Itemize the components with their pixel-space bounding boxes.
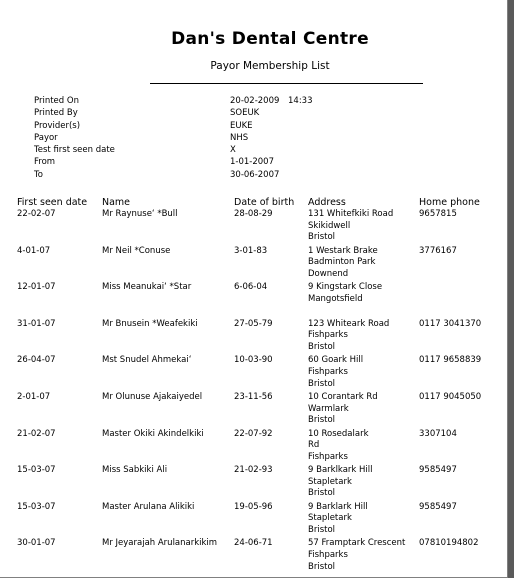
date-of-birth-cell: 19-05-96 (234, 501, 273, 512)
column-header-home-phone: Home phone (419, 197, 480, 208)
address-cell (308, 209, 393, 244)
parameter-label: Payor (34, 132, 58, 143)
patient-name-cell: Miss Meanukaiʻ *Star (102, 282, 192, 293)
first-seen-date-cell: 31-01-07 (17, 318, 56, 329)
table-header (0, 197, 508, 209)
parameter-row (0, 96, 508, 108)
parameter-value: 1-01-2007 (230, 157, 274, 168)
address-cell (308, 246, 378, 281)
table-row (0, 465, 508, 502)
date-of-birth-cell: 21-02-93 (234, 465, 273, 476)
report-title: Dan's Dental Centre (171, 29, 369, 49)
parameter-row (0, 145, 508, 157)
parameter-value: SOEUK (230, 108, 260, 119)
patient-name-cell: Mr Neil *Conuse (102, 245, 171, 256)
home-phone-cell: 3307104 (419, 428, 457, 439)
address-line: Rd (308, 440, 320, 451)
address-line: Bristol (308, 561, 336, 572)
membership-table (0, 209, 508, 575)
parameter-value: X (230, 145, 236, 156)
address-cell (308, 429, 369, 464)
first-seen-date-cell: 12-01-07 (17, 282, 56, 293)
date-of-birth-cell: 3-01-83 (234, 245, 268, 256)
table-row (0, 355, 508, 392)
parameter-label: Test first seen date (34, 145, 115, 156)
address-line: 9 Barklkark Hill (308, 465, 373, 476)
first-seen-date-cell: 2-01-07 (17, 391, 51, 402)
address-cell (308, 538, 405, 573)
parameter-value: 20-02-2009 (230, 96, 280, 106)
column-header-dob: Date of birth (234, 197, 295, 208)
date-of-birth-cell: 24-06-71 (234, 538, 273, 549)
address-cell (308, 502, 368, 537)
address-line: Bristol (308, 415, 336, 426)
column-header-address: Address (308, 197, 346, 208)
date-of-birth-cell: 23-11-56 (234, 391, 273, 402)
patient-name-cell: Mst Snudel Ahmekaiʻ (102, 355, 192, 366)
parameter-label: To (34, 169, 43, 180)
address-line: Downend (308, 268, 349, 279)
address-line: Bristol (308, 524, 336, 535)
home-phone-cell: 9585497 (419, 465, 457, 476)
table-row (0, 538, 508, 575)
address-line: Warmlark (308, 403, 349, 414)
table-row (0, 282, 508, 319)
table-row (0, 392, 508, 429)
home-phone-cell: 0117 9045050 (419, 391, 482, 402)
address-cell (308, 465, 373, 500)
home-phone-cell: 3776167 (419, 245, 457, 256)
address-line: 57 Framptark Crescent (308, 538, 406, 549)
title-divider (150, 83, 423, 84)
address-line: Mangotsfield (308, 293, 363, 304)
first-seen-date-cell: 26-04-07 (17, 355, 56, 366)
address-cell (308, 392, 378, 427)
parameter-label: Provider(s) (34, 120, 81, 131)
parameter-row (0, 157, 508, 169)
date-of-birth-cell: 10-03-90 (234, 355, 273, 366)
date-of-birth-cell: 6-06-04 (234, 282, 268, 293)
first-seen-date-cell: 15-03-07 (17, 465, 56, 476)
address-line: Fishparks (308, 366, 348, 377)
parameter-label: From (34, 157, 56, 168)
report-parameters (0, 96, 508, 182)
date-of-birth-cell: 22-07-92 (234, 428, 273, 439)
address-line: Bristol (308, 341, 336, 352)
address-line: Bristol (308, 488, 336, 499)
patient-name-cell: Master Arulana Alikiki (102, 501, 195, 512)
parameter-row (0, 170, 508, 182)
table-row (0, 319, 508, 356)
address-line: Bristol (308, 232, 336, 243)
first-seen-date-cell: 4-01-07 (17, 245, 51, 256)
report-subtitle: Payor Membership List (210, 60, 330, 72)
patient-name-cell: Mr Raynuseʻ *Bull (102, 209, 178, 219)
home-phone-cell: 9585497 (419, 501, 457, 512)
parameter-row (0, 121, 508, 133)
date-of-birth-cell: 28-08-29 (234, 209, 273, 219)
patient-name-cell: Miss Sabkiki Ali (102, 465, 168, 476)
address-line: 9 Kingstark Close (308, 282, 383, 293)
address-cell (308, 319, 389, 354)
table-row (0, 246, 508, 283)
table-row (0, 209, 508, 246)
patient-name-cell: Mr Jeyarajah Arulanarkikim (102, 538, 218, 549)
table-row (0, 502, 508, 539)
parameter-value: NHS (230, 132, 249, 143)
first-seen-date-cell: 21-02-07 (17, 428, 56, 439)
first-seen-date-cell: 22-02-07 (17, 209, 56, 219)
address-cell (308, 282, 382, 305)
address-line: 10 Corantark Rd (308, 391, 378, 402)
patient-name-cell: Mr Olunuse Ajakaiyedel (102, 391, 203, 402)
home-phone-cell: 0117 3041370 (419, 318, 482, 329)
home-phone-cell: 0117 9658839 (419, 355, 482, 366)
parameter-row (0, 108, 508, 120)
first-seen-date-cell: 30-01-07 (17, 538, 56, 549)
address-line: 1 Westark Brake (308, 245, 378, 256)
address-line: 131 Whitefkiki Road (308, 209, 394, 219)
patient-name-cell: Master Okiki Akindelkiki (102, 428, 204, 439)
address-line: Fishparks (308, 330, 348, 341)
address-line: 10 Rosedalark (308, 428, 369, 439)
address-line: Skikidwell (308, 220, 351, 231)
page-shadow (508, 0, 514, 578)
home-phone-cell: 9657815 (419, 209, 457, 219)
address-line: 9 Barklark Hill (308, 501, 368, 512)
address-line: 123 Whiteark Road (308, 318, 390, 329)
address-line: Bristol (308, 378, 336, 389)
parameter-value: EUKE (230, 120, 253, 131)
address-line: Stapletark (308, 513, 352, 524)
parameter-value: 30-06-2007 (230, 169, 280, 180)
address-line: Fishparks (308, 451, 348, 462)
address-line: 60 Goark Hill (308, 355, 364, 366)
address-line: Stapletark (308, 476, 352, 487)
address-cell (308, 355, 363, 390)
parameter-label: Printed By (34, 108, 78, 119)
patient-name-cell: Mr Bnusein *Weafekiki (102, 318, 198, 329)
column-header-name: Name (102, 197, 131, 208)
home-phone-cell: 07810194802 (419, 538, 479, 549)
column-header-first-seen: First seen date (17, 197, 88, 208)
table-row (0, 429, 508, 466)
date-of-birth-cell: 27-05-79 (234, 318, 273, 329)
address-line: Badminton Park (308, 257, 376, 268)
parameter-row (0, 133, 508, 145)
address-line: Fishparks (308, 549, 348, 560)
parameter-time: 14:33 (288, 96, 313, 106)
first-seen-date-cell: 15-03-07 (17, 501, 56, 512)
parameter-label: Printed On (34, 96, 79, 106)
